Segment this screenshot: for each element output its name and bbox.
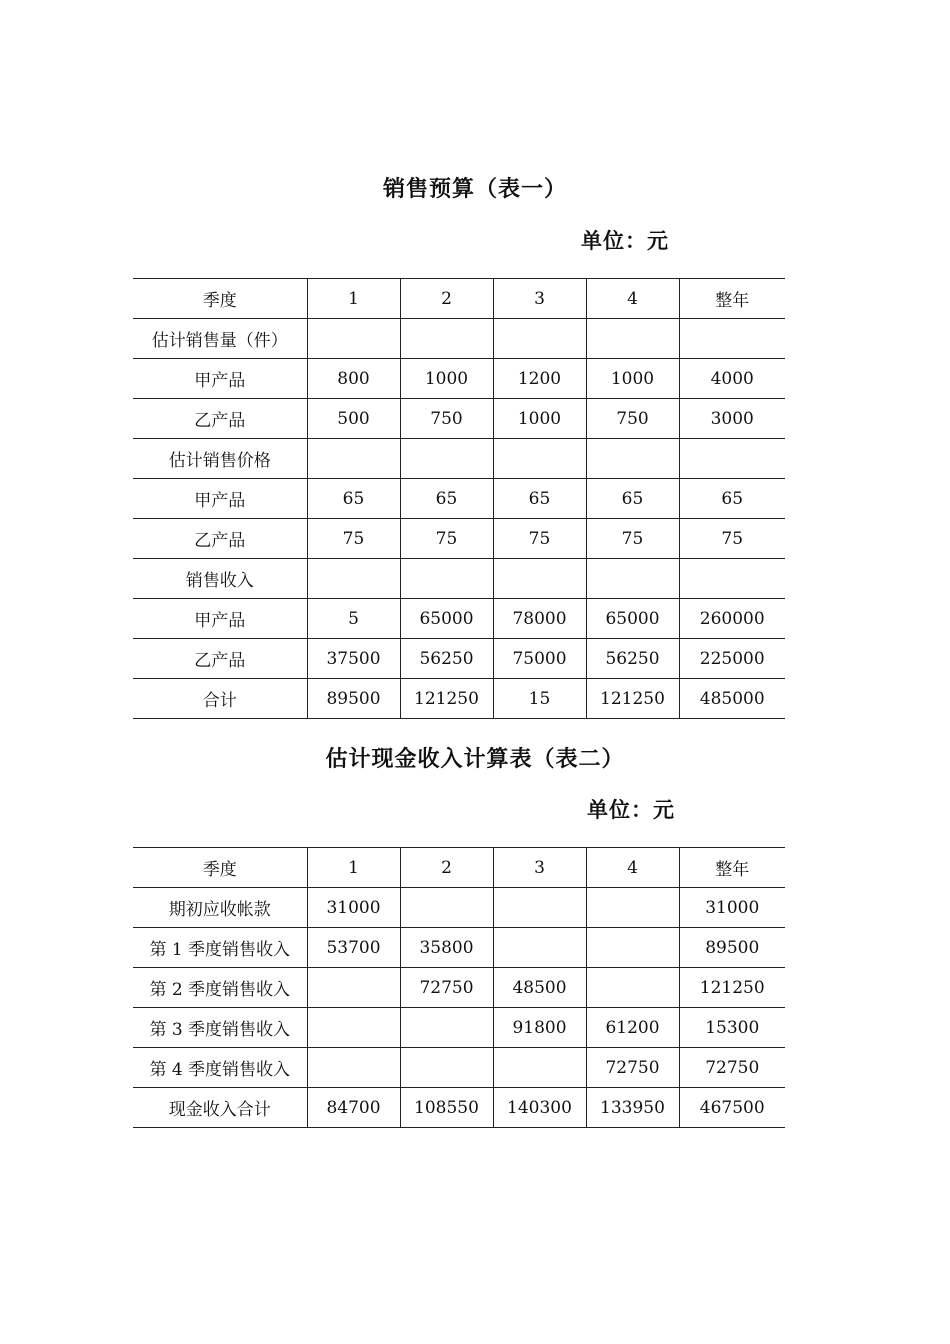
value-cell: 485000	[679, 679, 785, 719]
value-cell: 65	[400, 479, 493, 519]
cash-receipts-table	[133, 847, 785, 1128]
value-cell: 75	[586, 519, 679, 559]
value-cell: 1000	[493, 399, 586, 439]
value-cell	[493, 928, 586, 968]
value-cell	[493, 1048, 586, 1088]
value-cell: 121250	[400, 679, 493, 719]
table-row	[133, 559, 785, 599]
table-row	[133, 1008, 785, 1048]
table-row	[133, 679, 785, 719]
value-cell: 56250	[400, 639, 493, 679]
row-label-cell: 估计销售价格	[133, 439, 307, 479]
value-cell	[493, 888, 586, 928]
header-cell: 季度	[133, 279, 307, 319]
row-label-cell: 乙产品	[133, 399, 307, 439]
value-cell	[586, 968, 679, 1008]
value-cell: 31000	[679, 888, 785, 928]
value-cell	[307, 319, 400, 359]
value-cell: 75	[307, 519, 400, 559]
table-row	[133, 319, 785, 359]
value-cell: 31000	[307, 888, 400, 928]
table2-unit: 单位：元	[587, 798, 675, 822]
value-cell	[400, 319, 493, 359]
row-label-cell: 第 4 季度销售收入	[133, 1048, 307, 1088]
table-header-row	[133, 848, 785, 888]
value-cell: 750	[586, 399, 679, 439]
row-label-cell: 乙产品	[133, 639, 307, 679]
value-cell: 1000	[586, 359, 679, 399]
value-cell	[679, 439, 785, 479]
header-cell: 4	[586, 279, 679, 319]
value-cell: 15	[493, 679, 586, 719]
value-cell: 65	[493, 479, 586, 519]
table-row	[133, 639, 785, 679]
value-cell	[679, 559, 785, 599]
row-label-cell: 销售收入	[133, 559, 307, 599]
value-cell: 89500	[679, 928, 785, 968]
value-cell: 72750	[400, 968, 493, 1008]
table-row	[133, 399, 785, 439]
table-row	[133, 519, 785, 559]
header-cell: 整年	[679, 279, 785, 319]
value-cell: 5	[307, 599, 400, 639]
table2-title: 估计现金收入计算表（表二）	[325, 747, 625, 772]
header-cell: 3	[493, 279, 586, 319]
value-cell: 78000	[493, 599, 586, 639]
value-cell: 75	[400, 519, 493, 559]
value-cell: 65000	[400, 599, 493, 639]
row-label-cell: 乙产品	[133, 519, 307, 559]
value-cell: 37500	[307, 639, 400, 679]
value-cell: 140300	[493, 1088, 586, 1128]
row-label-cell: 甲产品	[133, 599, 307, 639]
value-cell: 53700	[307, 928, 400, 968]
header-cell: 2	[400, 848, 493, 888]
value-cell: 65000	[586, 599, 679, 639]
value-cell	[400, 1048, 493, 1088]
sales-budget-table	[133, 278, 785, 719]
table-row	[133, 479, 785, 519]
value-cell	[679, 319, 785, 359]
header-cell: 季度	[133, 848, 307, 888]
row-label-cell: 第 1 季度销售收入	[133, 928, 307, 968]
header-cell: 整年	[679, 848, 785, 888]
table-row	[133, 928, 785, 968]
row-label-cell: 估计销售量（件）	[133, 319, 307, 359]
value-cell: 500	[307, 399, 400, 439]
header-cell: 1	[307, 848, 400, 888]
header-cell: 1	[307, 279, 400, 319]
table-row	[133, 1088, 785, 1128]
row-label-cell: 合计	[133, 679, 307, 719]
table1-title: 销售预算（表一）	[382, 177, 567, 202]
value-cell: 108550	[400, 1088, 493, 1128]
value-cell: 35800	[400, 928, 493, 968]
value-cell: 4000	[679, 359, 785, 399]
value-cell	[586, 319, 679, 359]
value-cell	[307, 968, 400, 1008]
table-row	[133, 599, 785, 639]
value-cell: 65	[586, 479, 679, 519]
value-cell: 3000	[679, 399, 785, 439]
value-cell	[307, 559, 400, 599]
value-cell: 15300	[679, 1008, 785, 1048]
value-cell: 121250	[586, 679, 679, 719]
value-cell: 48500	[493, 968, 586, 1008]
value-cell	[400, 439, 493, 479]
row-label-cell: 甲产品	[133, 479, 307, 519]
value-cell	[493, 559, 586, 599]
value-cell: 65	[307, 479, 400, 519]
header-cell: 4	[586, 848, 679, 888]
table-row	[133, 968, 785, 1008]
value-cell	[400, 559, 493, 599]
header-cell: 3	[493, 848, 586, 888]
value-cell: 65	[679, 479, 785, 519]
value-cell: 1200	[493, 359, 586, 399]
value-cell: 750	[400, 399, 493, 439]
value-cell	[307, 439, 400, 479]
row-label-cell: 第 3 季度销售收入	[133, 1008, 307, 1048]
value-cell: 800	[307, 359, 400, 399]
row-label-cell: 期初应收帐款	[133, 888, 307, 928]
table-row	[133, 888, 785, 928]
value-cell	[400, 1008, 493, 1048]
value-cell: 91800	[493, 1008, 586, 1048]
value-cell: 260000	[679, 599, 785, 639]
value-cell: 84700	[307, 1088, 400, 1128]
row-label-cell: 第 2 季度销售收入	[133, 968, 307, 1008]
value-cell: 72750	[679, 1048, 785, 1088]
header-cell: 2	[400, 279, 493, 319]
value-cell: 75000	[493, 639, 586, 679]
table1-unit: 单位：元	[581, 229, 669, 253]
value-cell: 133950	[586, 1088, 679, 1128]
table-row	[133, 1048, 785, 1088]
table-row	[133, 359, 785, 399]
value-cell: 1000	[400, 359, 493, 399]
value-cell: 61200	[586, 1008, 679, 1048]
value-cell	[586, 559, 679, 599]
table-header-row	[133, 279, 785, 319]
value-cell	[307, 1048, 400, 1088]
value-cell: 75	[493, 519, 586, 559]
row-label-cell: 现金收入合计	[133, 1088, 307, 1128]
value-cell: 75	[679, 519, 785, 559]
row-label-cell: 甲产品	[133, 359, 307, 399]
value-cell: 467500	[679, 1088, 785, 1128]
value-cell	[400, 888, 493, 928]
value-cell	[493, 319, 586, 359]
value-cell	[493, 439, 586, 479]
table-row	[133, 439, 785, 479]
value-cell	[586, 888, 679, 928]
value-cell: 225000	[679, 639, 785, 679]
value-cell	[307, 1008, 400, 1048]
value-cell: 89500	[307, 679, 400, 719]
value-cell: 121250	[679, 968, 785, 1008]
value-cell: 56250	[586, 639, 679, 679]
value-cell	[586, 439, 679, 479]
value-cell	[586, 928, 679, 968]
value-cell: 72750	[586, 1048, 679, 1088]
